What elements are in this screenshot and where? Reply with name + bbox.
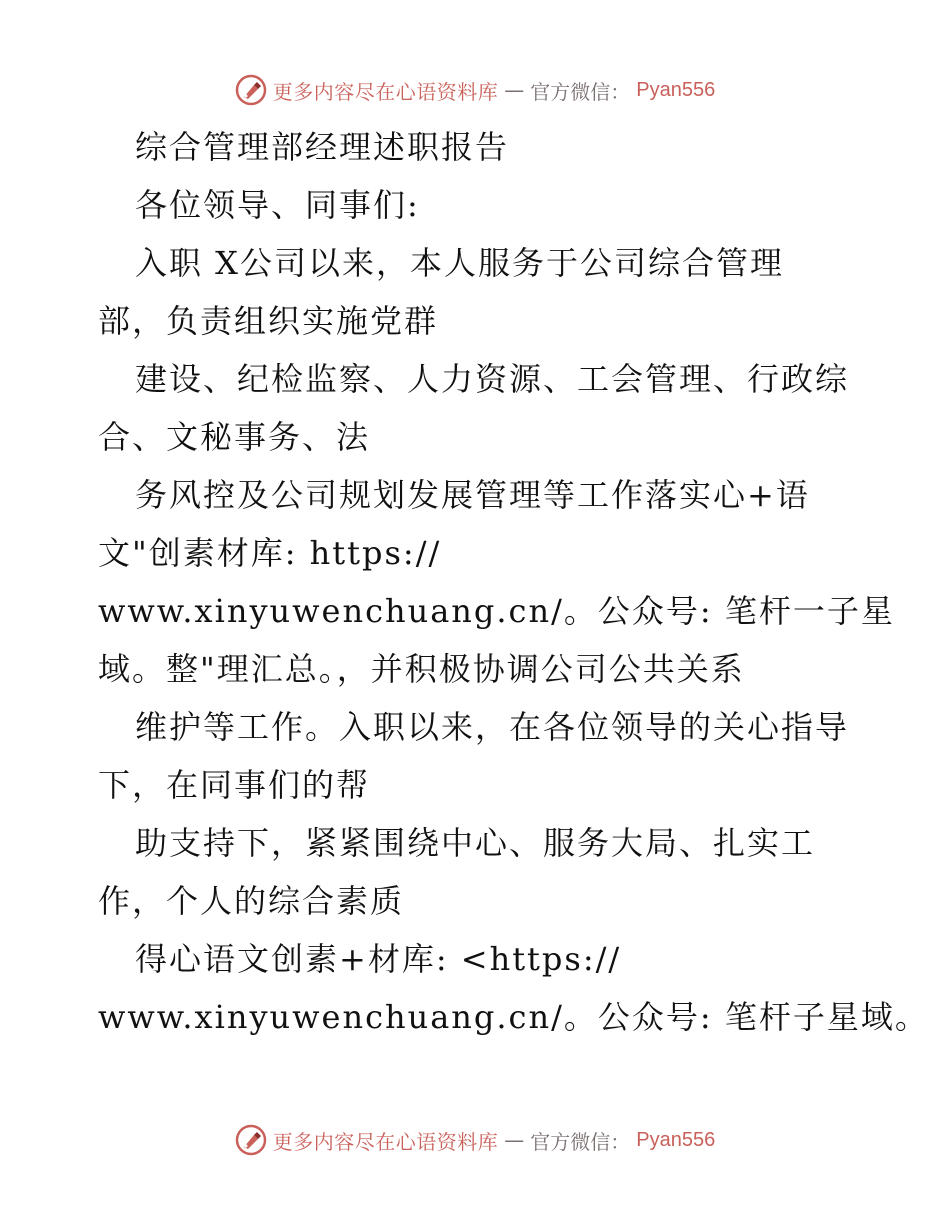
greeting-line: 各位领导、同事们:	[135, 186, 420, 224]
document-title: 综合管理部经理述职报告	[135, 128, 510, 166]
banner-main-text: 更多内容尽在心语资料库	[272, 1129, 499, 1154]
banner-wechat-id: Pyan556	[636, 1128, 716, 1151]
footer-banner	[0, 1120, 950, 1160]
body-line: 入职 X公司以来，本人服务于公司综合管理	[135, 244, 784, 282]
banner-official-label: 官方微信：	[530, 79, 631, 104]
body-line: 助支持下，紧紧围绕中心、服务大局、扎实工	[135, 824, 816, 862]
pen-logo-icon	[235, 1124, 267, 1156]
banner-official-label: 官方微信：	[530, 1129, 631, 1154]
body-line: 域。整"理汇总。，并积极协调公司公共关系	[98, 650, 745, 688]
body-line: 建设、纪检监察、人力资源、工会管理、行政综	[135, 360, 850, 398]
document-body	[98, 118, 929, 1046]
body-line: 务风控及公司规划发展管理等工作落实心+语	[135, 476, 810, 514]
body-line: www.xinyuwenchuang.cn/。公众号: 笔杆一子星	[98, 592, 895, 630]
banner-main-text: 更多内容尽在心语资料库	[272, 79, 499, 104]
body-line: 维护等工作。入职以来，在各位领导的关心指导	[135, 708, 850, 746]
body-line: 下，在同事们的帮	[98, 766, 371, 804]
header-banner	[0, 70, 950, 110]
banner-dash: —	[504, 1128, 525, 1152]
body-line: 文"创素材库: https://	[98, 534, 442, 572]
body-line: 得心语文创素+材库: <https://	[135, 940, 622, 978]
banner-dash: —	[504, 78, 525, 102]
pen-logo-icon	[235, 74, 267, 106]
body-line: 作，个人的综合素质	[98, 882, 405, 920]
body-line: 合、文秘事务、法	[98, 418, 371, 456]
body-line: www.xinyuwenchuang.cn/。公众号: 笔杆子星域。	[98, 998, 929, 1036]
body-line: 部，负责组织实施党群	[98, 302, 439, 340]
banner-wechat-id: Pyan556	[636, 78, 716, 101]
